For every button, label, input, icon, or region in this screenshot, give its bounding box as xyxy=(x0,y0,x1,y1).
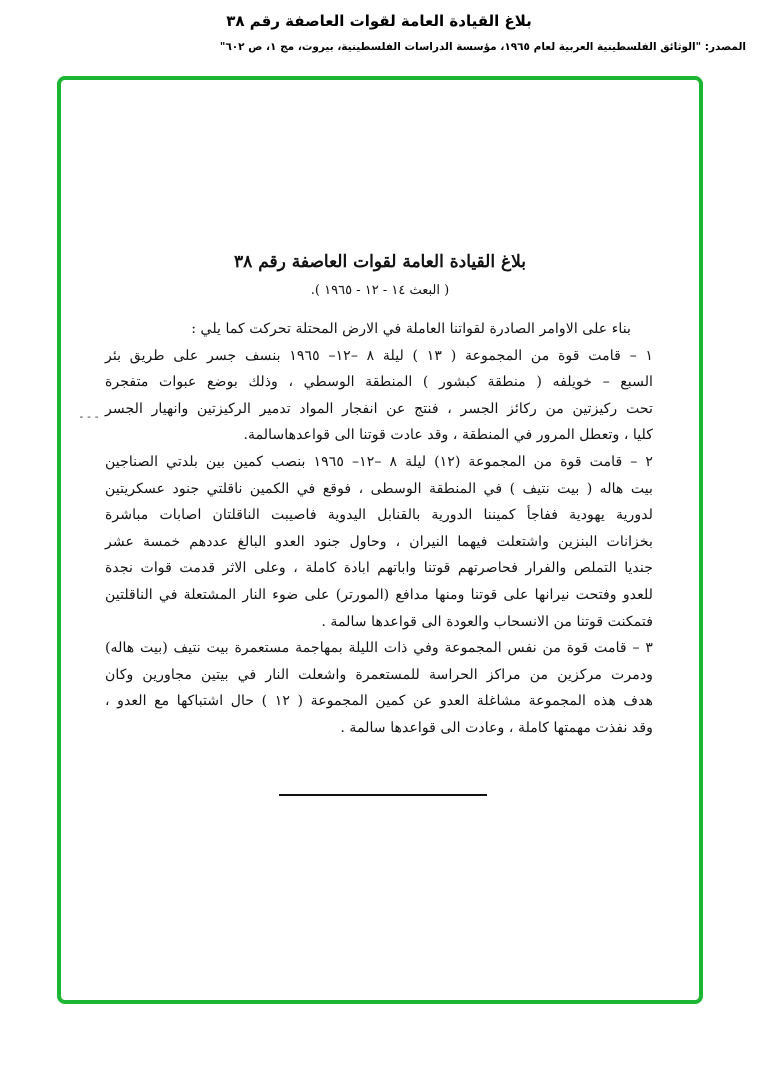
header-title: بلاغ القيادة العامة لقوات العاصفة رقم ٣٨ xyxy=(226,12,532,30)
paragraph-line: بخزانات البنزين واشتعلت فيهما النيران ، وحاول جنود العدو البالغ عددهم خمسة عشر xyxy=(105,533,653,550)
paragraph-line: جنديا التملص والفرار فحاصرتهم قوتنا واباتهم ابادة كاملة ، وعلى الاثر قدمت قوات نجدة xyxy=(105,560,653,577)
scanned-document xyxy=(61,80,699,1000)
document-body xyxy=(105,316,653,742)
paragraph-line: بيت هاله ( بيت نتيف ) في المنطقة الوسطى ، فوقع في الكمين ناقلتي جنود عسكريتين xyxy=(105,480,653,497)
paragraph-line: هدف هذه المجموعة مشاغلة العدو عن كمين المجموعة ( ١٢ ) حال اشتباكها مع العدو ، xyxy=(105,693,654,710)
paragraph-2 xyxy=(105,449,653,635)
paragraph-line: ١ – قامت قوة من المجموعة ( ١٣ ) ليلة ٨ –١٢– ١٩٦٥ بنسف جسر على طريق بئر xyxy=(105,347,653,364)
scanned-page-frame xyxy=(57,76,703,1004)
paragraph-line: ٢ – قامت قوة من المجموعة (١٢) ليلة ٨ –١٢– ١٩٦٥ بنصب كمين بين بلدتي الصناجين xyxy=(105,453,654,470)
paragraph-line: كليا ، وتعطل المرور في المنطقة ، وقد عادت قوتنا الى قواعدهاسالمة. xyxy=(243,427,653,444)
paragraph-3 xyxy=(105,635,653,741)
paragraph-line: ودمرت مركزين من مراكز الحراسة للمستعمرة واشعلت النار في بيتين مجاورين وكان xyxy=(105,666,653,683)
document-subtitle: ( البعث ١٤ - ١٢ - ١٩٦٥ ). xyxy=(310,283,450,298)
paragraph-line: وقد نفذت مهمتها كاملة ، وعادت الى قواعدها سالمة . xyxy=(340,719,653,736)
paragraph-line: فتمكنت قوتنا من الانسحاب والعودة الى قواعدها سالمة . xyxy=(321,613,653,630)
paragraph-line: لدورية يهودية ففاجأ كميننا الدورية بالقنابل اليدوية فاصيبت الناقلتان اصابات مباشرة xyxy=(105,507,653,524)
paragraph-1 xyxy=(105,343,653,449)
intro-paragraph: بناء على الاوامر الصادرة لقواتنا العاملة في الارض المحتلة تحركت كما يلي : xyxy=(191,321,631,337)
header-source-citation: المصدر: "الوثائق الفلسطينية العربية لعام ١٩٦٥، مؤسسة الدراسات الفلسطينية، بيروت، مج ١، ص ٦٠٢" xyxy=(219,41,746,53)
document-title: بلاغ القيادة العامة لقوات العاصفة رقم ٣٨ xyxy=(234,252,526,272)
paragraph-line: للعدو وفتحت نيرانها على قوتنا ومنها مدافع (المورتر) على ضوء النار المشتعلة في الناقلتين xyxy=(105,586,653,603)
end-rule-divider xyxy=(279,794,487,796)
paragraph-line: السبع – خويلفه ( منطقة كبشور ) المنطقة الوسطي ، وذلك بوضع عبوات متفجرة xyxy=(105,374,653,391)
paragraph-line: ٣ – قامت قوة من نفس المجموعة وفي ذات الليلة بمهاجمة مستعمرة بيت نتيف (بيت هاله) xyxy=(105,640,653,657)
margin-mark: --- xyxy=(78,410,101,423)
paragraph-line: تحت ركيزتين من ركائز الجسر ، فنتج عن انفجار المواد تدمير الركيزتين وانهيار الجسر xyxy=(105,400,653,417)
